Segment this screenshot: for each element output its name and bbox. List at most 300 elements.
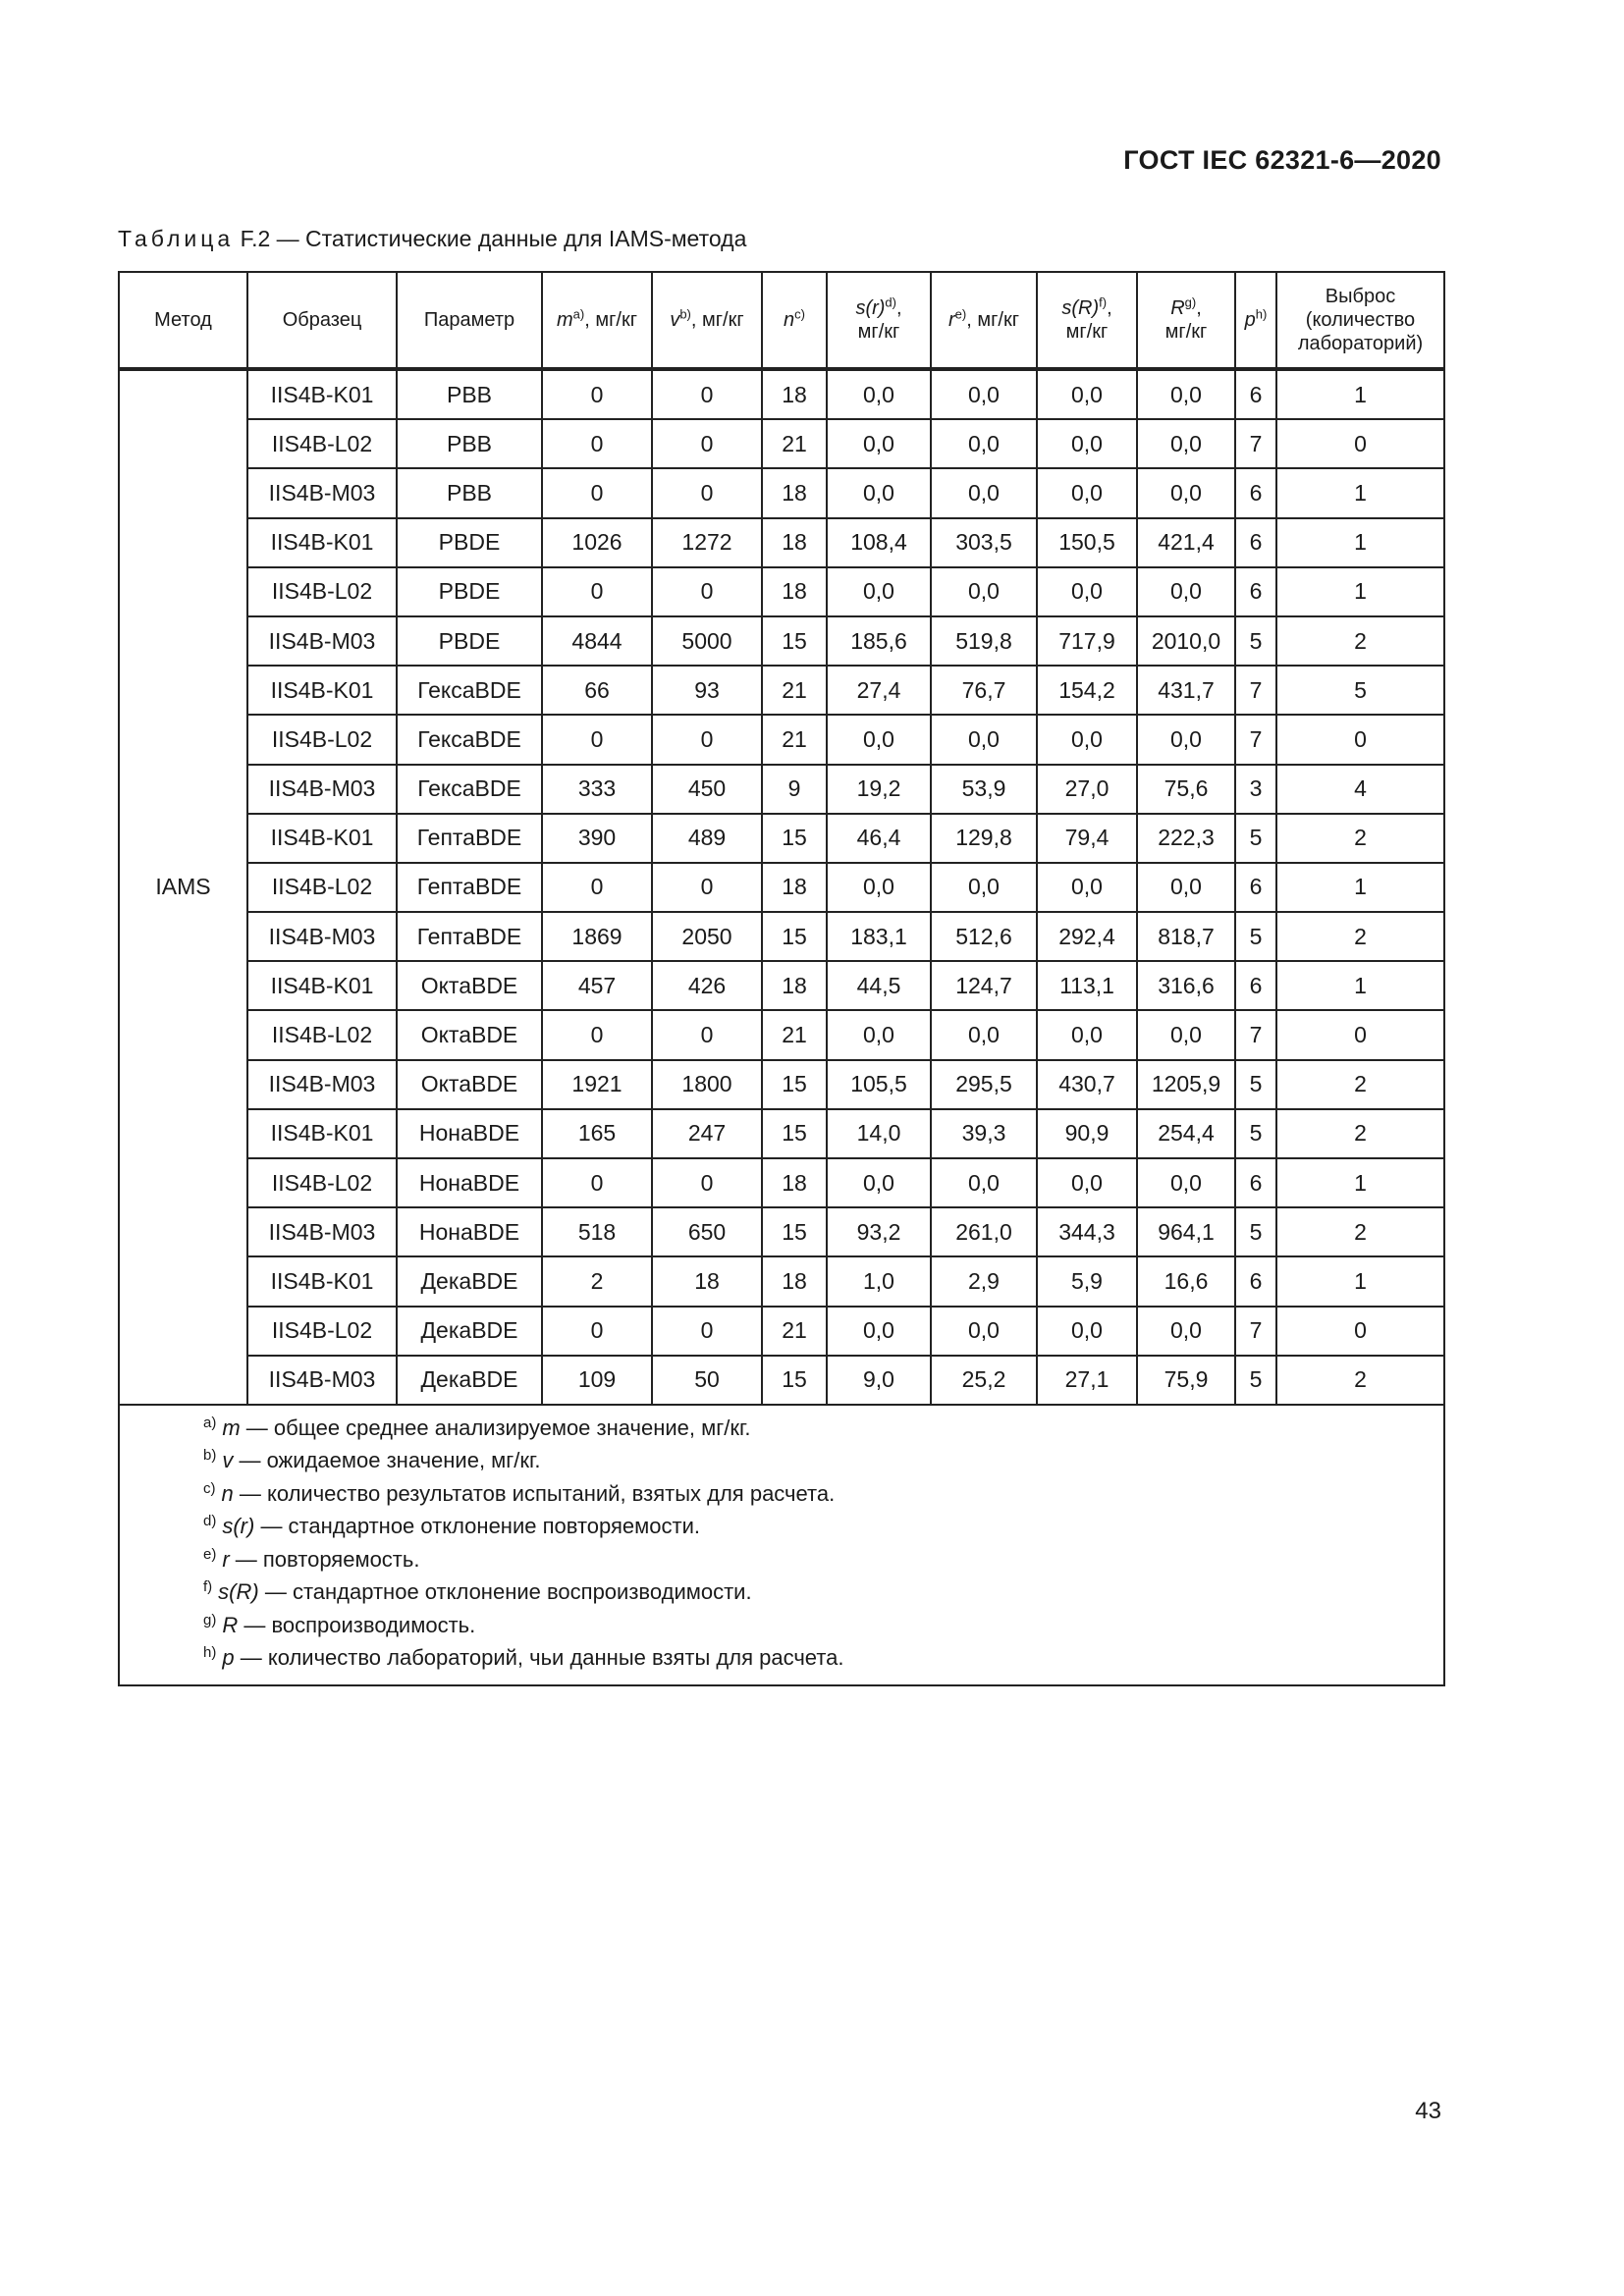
footnote-mark: f) (203, 1578, 213, 1596)
footnote (203, 1545, 1443, 1578)
cell-p: 5 (1235, 912, 1276, 961)
footnote-mark: g) (203, 1611, 217, 1629)
cell-r: 0,0 (931, 715, 1037, 764)
cell-m: 0 (542, 468, 652, 517)
cell-sR: 90,9 (1037, 1109, 1137, 1158)
cell-sample: IIS4B-K01 (247, 666, 397, 715)
cell-v: 0 (652, 1307, 762, 1356)
cell-parameter: НонаBDE (397, 1109, 542, 1158)
cell-outliers: 1 (1276, 863, 1444, 912)
col-R: $R^{g)}$, мг/кг (1137, 272, 1235, 369)
cell-n: 18 (762, 369, 827, 419)
footnote-symbol: v (222, 1448, 234, 1473)
cell-outliers: 1 (1276, 961, 1444, 1010)
cell-outliers: 0 (1276, 1010, 1444, 1059)
cell-v: 0 (652, 369, 762, 419)
cell-m: 518 (542, 1207, 652, 1256)
cell-p: 7 (1235, 419, 1276, 468)
cell-v: 0 (652, 715, 762, 764)
table-row (119, 1010, 1444, 1059)
cell-parameter: НонаBDE (397, 1158, 542, 1207)
cell-p: 5 (1235, 1207, 1276, 1256)
cell-m: 165 (542, 1109, 652, 1158)
col-p: $p^{h)}$ (1235, 272, 1276, 369)
table-body (119, 369, 1444, 1405)
cell-sR: 27,0 (1037, 765, 1137, 814)
cell-v: 1800 (652, 1060, 762, 1109)
cell-sR: 344,3 (1037, 1207, 1137, 1256)
cell-sR: 0,0 (1037, 1158, 1137, 1207)
cell-m: 0 (542, 567, 652, 616)
cell-p: 6 (1235, 961, 1276, 1010)
cell-parameter: ГептаBDE (397, 863, 542, 912)
cell-R: 431,7 (1137, 666, 1235, 715)
footnote-text: — стандартное отклонение повторяемости. (254, 1514, 700, 1539)
cell-v: 18 (652, 1256, 762, 1306)
cell-parameter: ОктаBDE (397, 1060, 542, 1109)
cell-v: 650 (652, 1207, 762, 1256)
cell-R: 0,0 (1137, 369, 1235, 419)
statistics-table (118, 271, 1445, 1686)
cell-sR: 27,1 (1037, 1356, 1137, 1405)
cell-parameter: ОктаBDE (397, 961, 542, 1010)
cell-sr: 0,0 (827, 419, 931, 468)
table-row (119, 666, 1444, 715)
cell-sR: 113,1 (1037, 961, 1137, 1010)
table-row (119, 1109, 1444, 1158)
cell-p: 5 (1235, 814, 1276, 863)
cell-sample: IIS4B-M03 (247, 912, 397, 961)
cell-parameter: ГептаBDE (397, 912, 542, 961)
cell-sR: 717,9 (1037, 616, 1137, 666)
cell-sr: 185,6 (827, 616, 931, 666)
cell-sR: 0,0 (1037, 863, 1137, 912)
table-row (119, 961, 1444, 1010)
footnote (203, 1446, 1443, 1479)
footnote-symbol: s(r) (222, 1514, 255, 1539)
cell-sample: IIS4B-K01 (247, 518, 397, 567)
cell-r: 261,0 (931, 1207, 1037, 1256)
cell-sr: 0,0 (827, 567, 931, 616)
cell-r: 25,2 (931, 1356, 1037, 1405)
table-row (119, 1256, 1444, 1306)
cell-outliers: 0 (1276, 1307, 1444, 1356)
col-method: Метод (119, 272, 247, 369)
cell-sr: 105,5 (827, 1060, 931, 1109)
cell-sR: 154,2 (1037, 666, 1137, 715)
cell-R: 1205,9 (1137, 1060, 1235, 1109)
table-row (119, 1207, 1444, 1256)
cell-v: 0 (652, 468, 762, 517)
cell-sr: 0,0 (827, 863, 931, 912)
cell-p: 6 (1235, 369, 1276, 419)
footnote-symbol: m (222, 1415, 241, 1440)
cell-n: 15 (762, 1060, 827, 1109)
notes-row (119, 1405, 1444, 1685)
cell-sample: IIS4B-M03 (247, 468, 397, 517)
cell-sR: 79,4 (1037, 814, 1137, 863)
footnote-symbol: r (222, 1546, 230, 1572)
cell-m: 1869 (542, 912, 652, 961)
footnote-text: — количество лабораторий, чьи данные взяты для расчета. (234, 1645, 844, 1671)
table-caption (118, 226, 746, 252)
cell-p: 6 (1235, 1256, 1276, 1306)
cell-v: 5000 (652, 616, 762, 666)
cell-sample: IIS4B-L02 (247, 1307, 397, 1356)
cell-parameter: PBDE (397, 518, 542, 567)
cell-sample: IIS4B-L02 (247, 863, 397, 912)
cell-r: 0,0 (931, 863, 1037, 912)
cell-sR: 0,0 (1037, 1010, 1137, 1059)
footnote-text: — повторяемость. (229, 1546, 420, 1572)
cell-r: 519,8 (931, 616, 1037, 666)
cell-r: 0,0 (931, 567, 1037, 616)
cell-sample: IIS4B-K01 (247, 961, 397, 1010)
cell-outliers: 1 (1276, 567, 1444, 616)
col-v: $v^{b)}$, мг/кг (652, 272, 762, 369)
cell-parameter: PBDE (397, 567, 542, 616)
cell-p: 5 (1235, 1060, 1276, 1109)
cell-p: 3 (1235, 765, 1276, 814)
cell-parameter: PBB (397, 468, 542, 517)
table-row (119, 616, 1444, 666)
table-row (119, 814, 1444, 863)
cell-sr: 27,4 (827, 666, 931, 715)
cell-n: 21 (762, 1010, 827, 1059)
cell-v: 247 (652, 1109, 762, 1158)
cell-outliers: 2 (1276, 1109, 1444, 1158)
cell-sr: 14,0 (827, 1109, 931, 1158)
cell-n: 18 (762, 1158, 827, 1207)
footnote-mark: d) (203, 1513, 217, 1530)
footnote-symbol: p (222, 1645, 235, 1671)
cell-v: 0 (652, 1010, 762, 1059)
cell-outliers: 1 (1276, 369, 1444, 419)
table-notes (119, 1405, 1444, 1685)
footnote (203, 1643, 1443, 1677)
cell-parameter: ОктаBDE (397, 1010, 542, 1059)
cell-n: 18 (762, 961, 827, 1010)
cell-r: 2,9 (931, 1256, 1037, 1306)
cell-sample: IIS4B-L02 (247, 567, 397, 616)
cell-p: 7 (1235, 1307, 1276, 1356)
table-row (119, 912, 1444, 961)
cell-sR: 430,7 (1037, 1060, 1137, 1109)
col-outliers: Выброс (количество лабораторий) (1276, 272, 1444, 369)
cell-R: 0,0 (1137, 468, 1235, 517)
cell-outliers: 0 (1276, 715, 1444, 764)
cell-sr: 1,0 (827, 1256, 931, 1306)
cell-n: 18 (762, 468, 827, 517)
cell-p: 5 (1235, 616, 1276, 666)
cell-sample: IIS4B-K01 (247, 369, 397, 419)
cell-n: 18 (762, 567, 827, 616)
cell-r: 0,0 (931, 1158, 1037, 1207)
cell-outliers: 0 (1276, 419, 1444, 468)
cell-p: 7 (1235, 715, 1276, 764)
cell-r: 303,5 (931, 518, 1037, 567)
cell-sr: 44,5 (827, 961, 931, 1010)
cell-sR: 0,0 (1037, 468, 1137, 517)
cell-R: 75,6 (1137, 765, 1235, 814)
footnote (203, 1577, 1443, 1611)
cell-v: 0 (652, 419, 762, 468)
footnote-mark: b) (203, 1447, 217, 1465)
table-row (119, 1356, 1444, 1405)
cell-r: 76,7 (931, 666, 1037, 715)
cell-p: 7 (1235, 666, 1276, 715)
cell-v: 0 (652, 567, 762, 616)
cell-R: 254,4 (1137, 1109, 1235, 1158)
table-row (119, 765, 1444, 814)
cell-parameter: ГексаBDE (397, 715, 542, 764)
cell-m: 390 (542, 814, 652, 863)
cell-sample: IIS4B-L02 (247, 419, 397, 468)
cell-outliers: 1 (1276, 518, 1444, 567)
cell-v: 0 (652, 863, 762, 912)
table-row (119, 419, 1444, 468)
cell-R: 818,7 (1137, 912, 1235, 961)
cell-m: 0 (542, 715, 652, 764)
cell-m: 333 (542, 765, 652, 814)
cell-sR: 0,0 (1037, 1307, 1137, 1356)
cell-p: 6 (1235, 863, 1276, 912)
footnote (203, 1611, 1443, 1644)
cell-n: 9 (762, 765, 827, 814)
cell-m: 457 (542, 961, 652, 1010)
cell-outliers: 2 (1276, 912, 1444, 961)
cell-sample: IIS4B-K01 (247, 814, 397, 863)
cell-m: 66 (542, 666, 652, 715)
cell-R: 2010,0 (1137, 616, 1235, 666)
cell-n: 15 (762, 1207, 827, 1256)
cell-r: 39,3 (931, 1109, 1037, 1158)
cell-m: 0 (542, 419, 652, 468)
cell-v: 1272 (652, 518, 762, 567)
cell-sr: 46,4 (827, 814, 931, 863)
table-row (119, 1158, 1444, 1207)
cell-sr: 93,2 (827, 1207, 931, 1256)
cell-parameter: НонаBDE (397, 1207, 542, 1256)
cell-v: 450 (652, 765, 762, 814)
cell-v: 2050 (652, 912, 762, 961)
cell-m: 2 (542, 1256, 652, 1306)
cell-R: 0,0 (1137, 567, 1235, 616)
table-header-row (119, 272, 1444, 369)
cell-outliers: 2 (1276, 1356, 1444, 1405)
cell-r: 512,6 (931, 912, 1037, 961)
cell-r: 0,0 (931, 1307, 1037, 1356)
table-row (119, 369, 1444, 419)
table-row (119, 715, 1444, 764)
cell-parameter: PBDE (397, 616, 542, 666)
cell-r: 124,7 (931, 961, 1037, 1010)
cell-v: 426 (652, 961, 762, 1010)
cell-parameter: ДекаBDE (397, 1256, 542, 1306)
cell-sr: 0,0 (827, 1158, 931, 1207)
standard-code: ГОСТ IEC 62321-6—2020 (1123, 145, 1441, 175)
cell-parameter: PBB (397, 369, 542, 419)
cell-R: 0,0 (1137, 1307, 1235, 1356)
footnote-symbol: n (221, 1480, 234, 1506)
cell-p: 6 (1235, 1158, 1276, 1207)
cell-outliers: 4 (1276, 765, 1444, 814)
cell-sr: 19,2 (827, 765, 931, 814)
cell-R: 0,0 (1137, 1158, 1235, 1207)
footnote-text: — общее среднее анализируемое значение, мг/кг. (240, 1415, 751, 1440)
cell-p: 6 (1235, 468, 1276, 517)
cell-sr: 183,1 (827, 912, 931, 961)
cell-sR: 0,0 (1037, 419, 1137, 468)
cell-sR: 150,5 (1037, 518, 1137, 567)
cell-R: 0,0 (1137, 863, 1235, 912)
cell-R: 964,1 (1137, 1207, 1235, 1256)
cell-p: 7 (1235, 1010, 1276, 1059)
cell-parameter: ДекаBDE (397, 1307, 542, 1356)
cell-r: 0,0 (931, 369, 1037, 419)
cell-m: 1921 (542, 1060, 652, 1109)
cell-sr: 0,0 (827, 468, 931, 517)
cell-outliers: 2 (1276, 1207, 1444, 1256)
cell-outliers: 1 (1276, 1158, 1444, 1207)
cell-m: 0 (542, 1158, 652, 1207)
cell-m: 4844 (542, 616, 652, 666)
cell-r: 53,9 (931, 765, 1037, 814)
col-parameter: Параметр (397, 272, 542, 369)
table-row (119, 1060, 1444, 1109)
cell-outliers: 2 (1276, 1060, 1444, 1109)
caption-text: F.2 — Статистические данные для IAMS-метода (240, 226, 747, 251)
cell-method: IAMS (119, 369, 247, 1405)
cell-n: 15 (762, 1109, 827, 1158)
cell-n: 18 (762, 863, 827, 912)
cell-sample: IIS4B-L02 (247, 1158, 397, 1207)
cell-R: 316,6 (1137, 961, 1235, 1010)
cell-v: 93 (652, 666, 762, 715)
footnote-text: — количество результатов испытаний, взятых для расчета. (233, 1480, 836, 1506)
footnote-symbol: R (222, 1612, 239, 1637)
footnote-text: — воспроизводимость. (238, 1612, 476, 1637)
cell-p: 6 (1235, 518, 1276, 567)
cell-outliers: 1 (1276, 1256, 1444, 1306)
cell-sample: IIS4B-K01 (247, 1109, 397, 1158)
cell-r: 0,0 (931, 1010, 1037, 1059)
footnote-mark: c) (203, 1479, 216, 1497)
cell-R: 222,3 (1137, 814, 1235, 863)
cell-r: 129,8 (931, 814, 1037, 863)
cell-p: 5 (1235, 1356, 1276, 1405)
cell-parameter: ГексаBDE (397, 765, 542, 814)
cell-sample: IIS4B-L02 (247, 715, 397, 764)
cell-r: 0,0 (931, 419, 1037, 468)
cell-n: 21 (762, 715, 827, 764)
table-row (119, 863, 1444, 912)
cell-r: 0,0 (931, 468, 1037, 517)
footnote (203, 1479, 1443, 1513)
statistics-table-container (118, 271, 1443, 1686)
cell-n: 18 (762, 518, 827, 567)
cell-R: 75,9 (1137, 1356, 1235, 1405)
cell-n: 15 (762, 1356, 827, 1405)
cell-p: 6 (1235, 567, 1276, 616)
cell-outliers: 1 (1276, 468, 1444, 517)
cell-v: 489 (652, 814, 762, 863)
col-sR: $s(R)^{f)}$, мг/кг (1037, 272, 1137, 369)
cell-sample: IIS4B-M03 (247, 1356, 397, 1405)
cell-m: 0 (542, 1307, 652, 1356)
cell-outliers: 5 (1276, 666, 1444, 715)
footnote-text: — стандартное отклонение воспроизводимости. (258, 1579, 752, 1605)
cell-sr: 9,0 (827, 1356, 931, 1405)
footnote-mark: a) (203, 1414, 217, 1431)
footnote-text: — ожидаемое значение, мг/кг. (233, 1448, 541, 1473)
cell-n: 15 (762, 912, 827, 961)
cell-sample: IIS4B-M03 (247, 1207, 397, 1256)
cell-parameter: ГексаBDE (397, 666, 542, 715)
cell-outliers: 2 (1276, 616, 1444, 666)
cell-sr: 0,0 (827, 369, 931, 419)
cell-n: 18 (762, 1256, 827, 1306)
cell-R: 16,6 (1137, 1256, 1235, 1306)
cell-sample: IIS4B-M03 (247, 616, 397, 666)
page-number: 43 (1415, 2098, 1441, 2124)
table-row (119, 518, 1444, 567)
footnote-mark: e) (203, 1545, 217, 1563)
cell-outliers: 2 (1276, 814, 1444, 863)
cell-sR: 292,4 (1037, 912, 1137, 961)
cell-sR: 0,0 (1037, 369, 1137, 419)
cell-sR: 0,0 (1037, 567, 1137, 616)
cell-sr: 0,0 (827, 715, 931, 764)
cell-sR: 0,0 (1037, 715, 1137, 764)
cell-sR: 5,9 (1037, 1256, 1137, 1306)
cell-m: 0 (542, 369, 652, 419)
col-sr: $s(r)^{d)}$, мг/кг (827, 272, 931, 369)
cell-sample: IIS4B-M03 (247, 1060, 397, 1109)
cell-m: 0 (542, 1010, 652, 1059)
cell-sr: 0,0 (827, 1010, 931, 1059)
cell-n: 21 (762, 1307, 827, 1356)
footnote-mark: h) (203, 1644, 217, 1662)
cell-p: 5 (1235, 1109, 1276, 1158)
col-m: $m^{a)}$, мг/кг (542, 272, 652, 369)
footnote-symbol: s(R) (218, 1579, 259, 1605)
cell-r: 295,5 (931, 1060, 1037, 1109)
table-row (119, 567, 1444, 616)
footnote (203, 1414, 1443, 1447)
footnote (203, 1512, 1443, 1545)
table-row (119, 1307, 1444, 1356)
cell-v: 50 (652, 1356, 762, 1405)
cell-parameter: ГептаBDE (397, 814, 542, 863)
caption-label: Таблица (118, 226, 235, 251)
cell-R: 421,4 (1137, 518, 1235, 567)
cell-n: 21 (762, 666, 827, 715)
cell-n: 21 (762, 419, 827, 468)
cell-sr: 0,0 (827, 1307, 931, 1356)
col-r: $r^{e)}$, мг/кг (931, 272, 1037, 369)
cell-v: 0 (652, 1158, 762, 1207)
cell-m: 109 (542, 1356, 652, 1405)
cell-m: 1026 (542, 518, 652, 567)
table-row (119, 468, 1444, 517)
cell-parameter: ДекаBDE (397, 1356, 542, 1405)
cell-R: 0,0 (1137, 419, 1235, 468)
cell-R: 0,0 (1137, 1010, 1235, 1059)
cell-sample: IIS4B-L02 (247, 1010, 397, 1059)
cell-m: 0 (542, 863, 652, 912)
cell-parameter: PBB (397, 419, 542, 468)
